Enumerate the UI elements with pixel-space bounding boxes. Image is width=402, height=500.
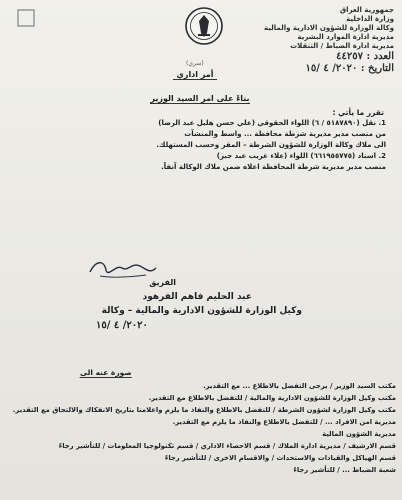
copy-to-item: شعبة الضباط ... / للتأشير رجاءً: [293, 466, 396, 474]
letterhead: [254, 6, 394, 75]
number-label: العدد :: [366, 51, 394, 62]
copy-to-item: قسم الهياكل والقيادات والاستحداث / والاقسام الاخرى / للتأشير رجاءً: [164, 454, 396, 462]
copy-to-item: مديرية امن الافراد ... / للتفضل بالاطلاع والنفاذ ما يلزم مع التقدير.: [172, 418, 396, 426]
copy-to-list: [4, 380, 396, 476]
copy-to-item: مكتب وكيل الوزارة لشؤون الشرطة / للتفضل بالاطلاع والنفاذ ما يلزم واعلامنا بتاريخ الانفكاك والالتحاق مع التقدير.: [12, 406, 396, 414]
order-title: أمر اداري: [173, 70, 218, 80]
body-line: منصب مدير مديرية شرطة المحافظة اعلاه ضمن ملاك الوكالة آنفاً.: [161, 163, 386, 171]
signatory-name: عبد الحليم فاهم الفرهود: [142, 292, 252, 302]
body-line: من منصب مدير مديرية شرطة محافظة ... واسط والمنشآت: [184, 130, 386, 138]
number-value: ٤٤٢٥٧: [336, 51, 363, 62]
handwritten-signature: [86, 256, 158, 282]
date-value: ٢٠٢٠/ ٤ /١٥: [305, 63, 358, 74]
preamble: بناءً على امر السيد الوزير: [150, 94, 250, 103]
decided-heading: تقرر ما يأتي :: [332, 108, 384, 117]
copy-to-item: مكتب وكيل الوزارة للشؤون الادارية والمالية / للتفضل بالاطلاع مع التقدير.: [148, 394, 396, 402]
date-label: التاريخ :: [360, 63, 394, 74]
letterhead-line: وكالة الوزارة للشؤون الادارية والمالية: [264, 24, 394, 32]
copy-to-item: قسم الارشيف / مديرية ادارة الملاك / قسم الاحصاء الاداري / قسم تكنولوجيا المعلومات / للتأشير رجاءً: [58, 442, 396, 450]
letterhead-line: مديرية ادارة الموارد البشرية: [297, 33, 394, 41]
copy-to-item: مديرية الشؤون المالية: [322, 430, 396, 438]
signature-date: ٢٠٢٠/ ٤ /١٥: [96, 320, 148, 331]
letterhead-line: وزارة الداخلية: [346, 15, 394, 23]
signatory-rank: الفريق: [149, 278, 176, 287]
letterhead-line: مديرية ادارة الضباط / التنقلات: [290, 42, 394, 50]
order-body: [11, 118, 386, 173]
body-line: 1. نقل (٥١٨٧٨٩٠ / ٦) اللواء الحقوقي (علي حسن هليل عبد الرضا): [158, 119, 386, 127]
letterhead-line: جمهورية العراق: [339, 6, 394, 14]
body-line: 2. اسناد (٦٦١٩٥٥٧٧٥) اللواء (علاء غريب عبد جبر): [216, 152, 386, 160]
ministry-emblem: [184, 6, 224, 46]
header-left-mark: [16, 8, 36, 28]
copy-to-heading: صورة عنه الى: [80, 368, 132, 377]
signatory-title: وكيل الوزارة للشؤون الادارية والمالية – وكالة: [101, 306, 302, 316]
copy-to-item: مكتب السيد الوزير / يرجى التفضل بالاطلاع ... مع التقدير.: [203, 382, 396, 390]
classification-tag: (سري): [186, 60, 204, 67]
body-line: الى ملاك وكالة الوزارة للشؤون الشرطة – المقر وحسب المستهلك.: [156, 141, 386, 149]
